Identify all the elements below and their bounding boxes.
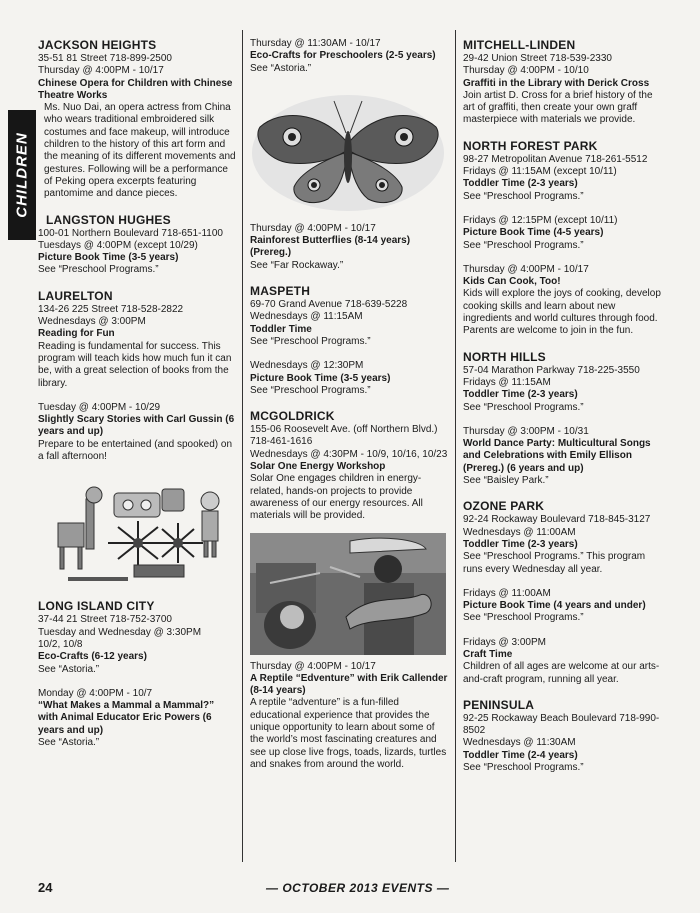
event-see-also: See “Preschool Programs.” [463,612,584,624]
event-time: Thursday @ 4:00PM - 10/10 [463,65,589,77]
event-description: Reading is fundamental for success. This program will teach kids how much fun it can be, with a great selection of books from the library. [38,340,232,389]
event-title: Chinese Opera for Children with Chinese Theatre Works [38,77,233,101]
column-divider [455,30,456,862]
event-see-also: See “Astoria.” [38,663,100,675]
branch-address: 92-25 Rockaway Beach Boulevard 718-990-8502 [463,712,660,737]
section-tab [8,110,36,240]
event-title: Toddler Time [250,323,312,335]
reptile-photo [250,533,446,655]
footer-title: — OCTOBER 2013 EVENTS — [266,881,450,895]
event-time: Tuesday @ 4:00PM - 10/29 [38,401,161,413]
branch-name: LANGSTON HUGHES [46,212,171,227]
event-description: Kids will explore the joys of cooking, develop cooking skills and learn about new ingredients and world cultures through food. Parents are welcome to join in the fun. [463,288,661,337]
branch-address: 69-70 Grand Avenue 718-639-5228 [250,299,408,311]
event-time: Fridays @ 11:15AM [463,376,551,388]
branch-address: 57-04 Marathon Parkway 718-225-3550 [463,364,640,376]
column-3 [463,38,663,774]
event-title: Toddler Time (2-3 years) [463,389,578,401]
event-title: Toddler Time (2-3 years) [463,538,578,550]
branch-address: 35-51 81 Street 718-899-2500 [38,53,172,64]
event-time: Thursday @ 11:30AM - 10/17 [250,38,381,49]
column-divider [242,30,243,862]
event-title: Rainforest Butterflies (8-14 years) (Prereg.) [250,235,411,259]
event-title: Craft Time [463,648,513,660]
event-title: Slightly Scary Stories with Carl Gussin (6 years and up) [38,414,235,438]
event-description: Join artist D. Cross for a brief history of the art of graffiti, then create your own graff masterpiece with materials we provide. [463,89,653,126]
event-see-also: See “Preschool Programs.” [463,762,584,774]
branch-name: PENINSULA [463,697,535,712]
event-title: “What Makes a Mammal a Mammal?” with Animal Educator Eric Powers (6 years and up) [38,700,215,736]
branch-address: 29-42 Union Street 718-539-2330 [463,53,612,64]
event-see-also: See “Preschool Programs.” [463,190,584,202]
section-tab-label: CHILDREN [13,132,31,218]
event-time: Tuesdays @ 4:00PM (except 10/29) [38,239,198,251]
butterfly-photo [250,81,446,217]
event-time: Wednesdays @ 4:30PM - 10/9, 10/16, 10/23 [250,448,448,460]
branch-name: MCGOLDRICK [250,409,335,424]
page-number: 24 [38,880,53,895]
event-time: Wednesdays @ 11:30AM [463,737,576,749]
event-see-also: See “Astoria.” [38,736,100,748]
event-title: Toddler Time (2-4 years) [463,749,578,761]
event-title: World Dance Party: Multicultural Songs and Celebrations with Emily Ellison (Prereg.) (6 years and up) [463,438,651,474]
event-title: Toddler Time (2-3 years) [463,178,578,190]
event-time: Thursday @ 3:00PM - 10/31 [463,425,589,437]
branch-name: NORTH FOREST PARK [463,138,598,153]
branch-address: 155-06 Roosevelt Ave. (off Northern Blvd.) 718-461-1616 [250,424,438,448]
event-see-also: See “Preschool Programs.” [463,401,584,413]
event-title: Picture Book Time (4-5 years) [463,227,604,239]
event-see-also: See “Preschool Programs.” [250,335,371,347]
event-time: Wednesdays @ 12:30PM [250,360,364,372]
event-time: Monday @ 4:00PM - 10/7 [38,687,153,699]
event-time: Thursday @ 4:00PM - 10/17 [250,222,376,234]
column-2 [250,38,448,771]
event-title: Picture Book Time (4 years and under) [463,600,646,612]
event-title: Kids Can Cook, Too! [463,276,561,288]
event-title: Picture Book Time (3-5 years) [38,252,179,264]
event-time: Fridays @ 3:00PM [463,636,546,648]
branch-address: 100-01 Northern Boulevard 718-651-1100 [38,227,223,239]
branch-name: MASPETH [250,284,311,299]
event-description: See “Preschool Programs.” This program runs every Wednesday all year. [463,551,646,575]
event-time: Fridays @ 11:00AM [463,587,551,599]
branch-name: OZONE PARK [463,499,545,514]
event-time: Thursday @ 4:00PM - 10/17 [38,65,164,77]
event-time: Tuesday and Wednesday @ 3:30PM [38,626,202,638]
event-see-also: See “Preschool Programs.” [38,264,159,276]
event-description: Children of all ages are welcome at our arts-and-craft program, running all year. [463,661,660,685]
eco-crafts-photo [38,483,228,591]
event-title: Reading for Fun [38,328,115,340]
event-title: Graffiti in the Library with Derick Cross [463,77,650,89]
event-see-also: See “Baisley Park.” [463,475,549,487]
branch-address: 134-26 225 Street 718-528-2822 [38,303,184,315]
event-description: A reptile “adventure” is a fun-filled educational experience that provides the unique opportunity to learn about some of the world’s most fascinating creatures and see up close live frogs, toads, lizards, turtles and snakes from around the world. [250,697,447,770]
event-description: Prepare to be entertained (and spooked) on a fall afternoon! [38,438,233,463]
event-dates: 10/2, 10/8 [38,638,83,650]
event-title: Picture Book Time (3-5 years) [250,372,391,384]
event-time: Fridays @ 11:15AM (except 10/11) [463,166,617,178]
event-title: A Reptile “Edventure” with Erik Callender (8-14 years) [250,672,448,697]
branch-address: 92-24 Rockaway Boulevard 718-845-3127 [463,514,651,526]
branch-name: MITCHELL-LINDEN [463,38,576,52]
branch-address: 98-27 Metropolitan Avenue 718-261-5512 [463,153,648,165]
event-time: Thursday @ 4:00PM - 10/17 [250,660,376,672]
branch-address: 37-44 21 Street 718-752-3700 [38,614,172,626]
branch-name: LONG ISLAND CITY [38,599,155,614]
event-description: Solar One engages children in energy-related, hands-on projects to provide awareness of our energy resources. All materials will be provided. [250,473,423,522]
branch-name: JACKSON HEIGHTS [38,38,157,52]
event-title: Eco-Crafts (6-12 years) [38,651,147,663]
event-see-also: See “Preschool Programs.” [463,239,584,251]
event-time: Wednesdays @ 3:00PM [38,316,146,328]
event-time: Wednesdays @ 11:15AM [250,311,363,323]
event-see-also: See “Far Rockaway.” [250,259,344,271]
column-1 [38,38,236,749]
branch-name: NORTH HILLS [463,349,546,364]
event-title: Solar One Energy Workshop [250,461,386,473]
event-see-also: See “Preschool Programs.” [250,384,371,396]
branch-name: LAURELTON [38,288,113,303]
event-time: Fridays @ 12:15PM (except 10/11) [463,214,618,226]
event-title: Eco-Crafts for Preschoolers (2-5 years) [250,50,436,62]
event-time: Thursday @ 4:00PM - 10/17 [463,263,589,275]
event-description: Ms. Nuo Dai, an opera actress from China who wears traditional embroidered silk costumes and face makeup, will introduce children to the history of this art form and the meaning of its different movements and gestures. Following will be a performance of Peking opera excerpts featuring pantomime and dance pieces. [44,102,236,200]
event-see-also: See “Astoria.” [250,62,312,74]
event-time: Wednesdays @ 11:00AM [463,526,576,538]
